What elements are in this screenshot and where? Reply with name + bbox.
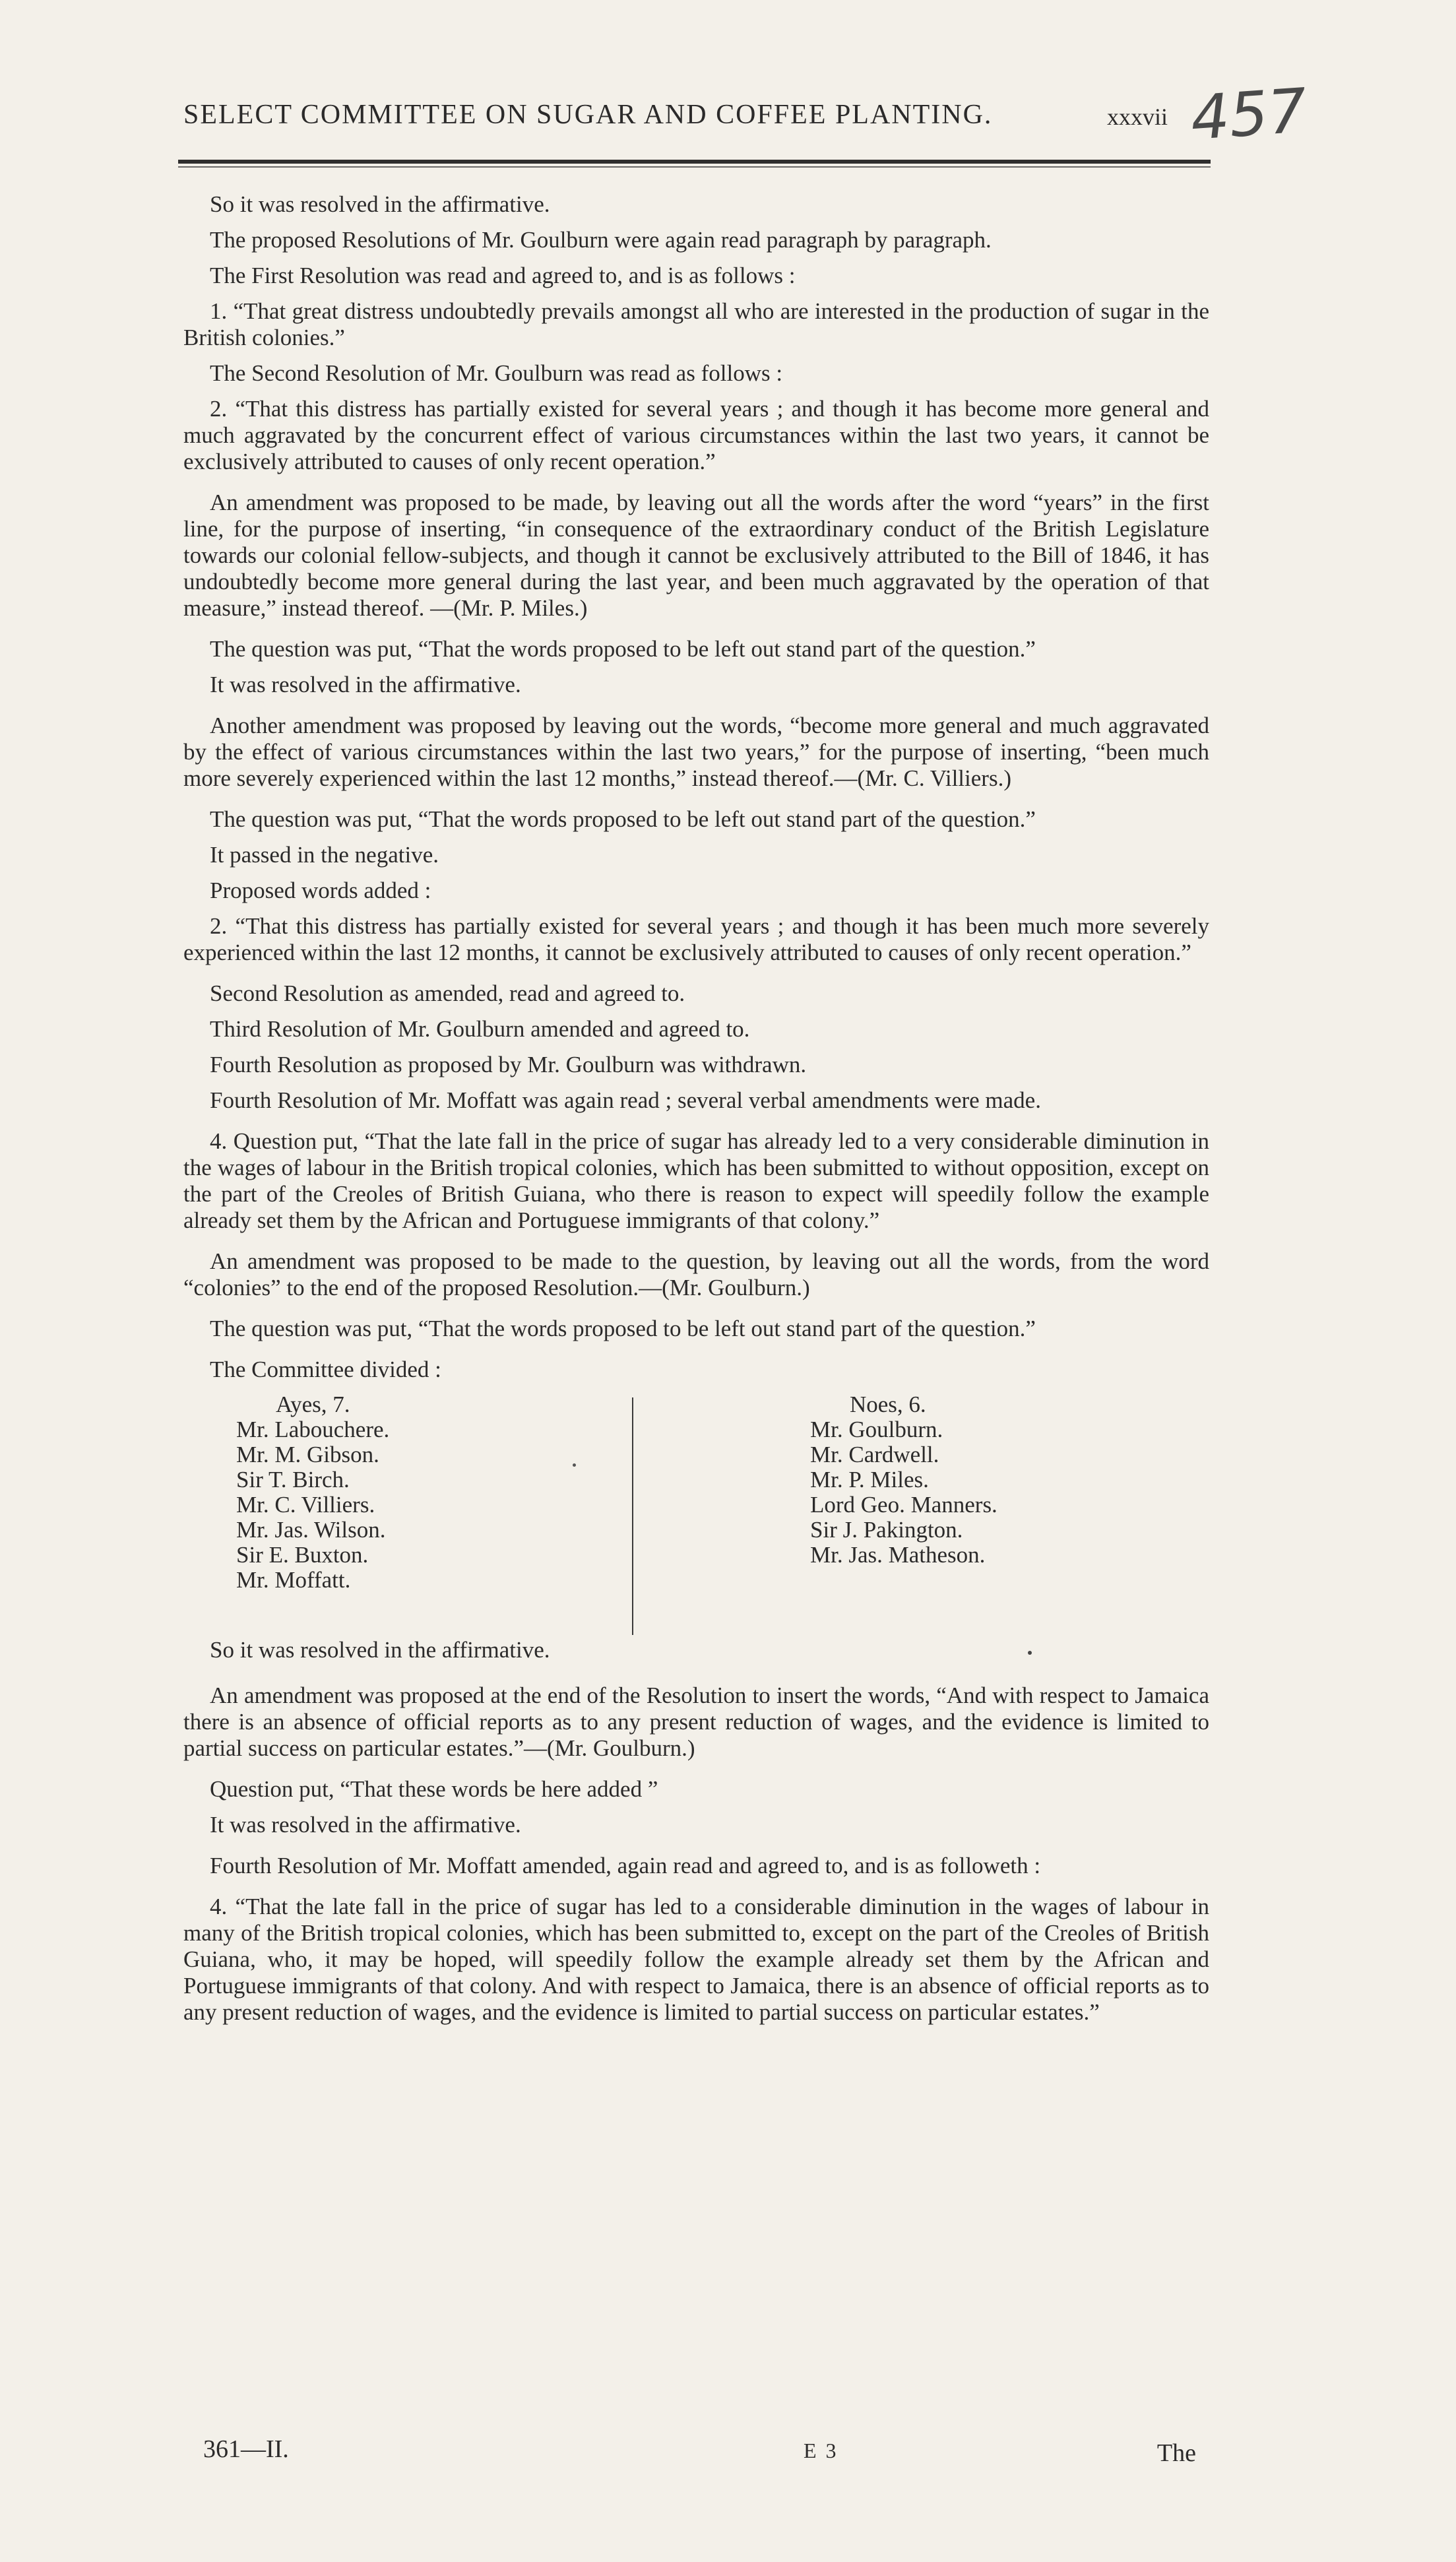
aye-member: Mr. Moffatt.	[236, 1567, 351, 1593]
catchword: The	[1156, 2439, 1196, 2467]
paragraph: 2. “That this distress has partially existed for several years ; and though it has been much more severely experienced within the last 12 months, it cannot be exclusively attributed to causes of only recent operation.”	[183, 913, 1209, 965]
division-result: So it was resolved in the affirmative.	[210, 1637, 550, 1663]
paragraph: It passed in the negative.	[210, 842, 439, 868]
ayes-heading: Ayes, 7.	[276, 1392, 350, 1417]
aye-member: Mr. M. Gibson.	[236, 1442, 379, 1467]
paragraph: 4. “That the late fall in the price of sugar has led to a considerable diminution in the wages of labour in many of the British tropical colonies, which has been submitted to, except on the part of the Creoles of British Guiana, who, it may be hoped, will speedily follow the example already set them by the African and Portuguese immigrants of that colony. And with respect to Jamaica, there is an absence of official reports as to any present reduction of wages, and the evidence is limited to partial success on particular estates.”	[183, 1894, 1209, 2025]
aye-member: Sir E. Buxton.	[236, 1542, 369, 1568]
paragraph: An amendment was proposed to be made, by leaving out all the words after the word “years” in the first line, for the purpose of inserting, “in consequence of the extraordinary conduct of the British Legislature towards our colonial fellow-subjects, and though it cannot be exclusively attributed to the Bill of 1846, it has undoubtedly become more general during the last year, and been much aggravated by the operation of that measure,” instead thereof. —(Mr. P. Miles.)	[183, 490, 1209, 621]
aye-member: Mr. Labouchere.	[236, 1417, 390, 1442]
signature-mark: E 3	[804, 2439, 839, 2462]
paragraph: Fourth Resolution of Mr. Moffatt was again read ; several verbal amendments were made.	[210, 1087, 1041, 1113]
paragraph: So it was resolved in the affirmative.	[210, 191, 550, 217]
aye-member: Mr. Jas. Wilson.	[236, 1517, 386, 1543]
running-header	[183, 99, 1213, 145]
header-page-number: xxxvii	[1107, 104, 1168, 130]
paragraph: It was resolved in the affirmative.	[210, 1812, 521, 1838]
paragraph: The Committee divided :	[210, 1357, 441, 1382]
paragraph: The First Resolution was read and agreed to, and is as follows :	[210, 263, 796, 288]
noes-list	[810, 1392, 1206, 1568]
paragraph: The question was put, “That the words proposed to be left out stand part of the question.”	[210, 636, 1036, 662]
paragraph: The question was put, “That the words proposed to be left out stand part of the question.”	[210, 806, 1036, 832]
ink-speck	[1028, 1651, 1032, 1655]
no-member: Mr. Jas. Matheson.	[810, 1542, 986, 1568]
division-divider	[632, 1397, 633, 1635]
page-footer	[183, 2435, 1209, 2474]
no-member: Mr. Goulburn.	[810, 1417, 943, 1442]
paragraph: The proposed Resolutions of Mr. Goulburn were again read paragraph by paragraph.	[210, 227, 992, 253]
header-rule	[178, 160, 1211, 164]
no-member: Sir J. Pakington.	[810, 1517, 963, 1543]
paragraph: The question was put, “That the words proposed to be left out stand part of the question.”	[210, 1316, 1036, 1341]
paragraph: It was resolved in the affirmative.	[210, 672, 521, 697]
paragraph: An amendment was proposed at the end of the Resolution to insert the words, “And with respect to Jamaica there is an absence of official reports as to any present reduction of wages, and the evidence is limited to partial success on particular estates.”—(Mr. Goulburn.)	[183, 1682, 1209, 1761]
paragraph: Proposed words added :	[210, 878, 431, 903]
ink-speck	[573, 1463, 576, 1467]
no-member: Mr. P. Miles.	[810, 1467, 929, 1492]
document-body	[183, 191, 1209, 2040]
paragraph: Question put, “That these words be here added ”	[210, 1776, 658, 1802]
paragraph: 4. Question put, “That the late fall in the price of sugar has already led to a very considerable diminution in the wages of labour in the British tropical colonies, which has been submitted to without opposition, except on the part of the Creoles of British Guiana, who there is reason to expect will speedily follow the example already set them by the African and Portuguese immigrants of that colony.”	[183, 1128, 1209, 1233]
aye-member: Mr. C. Villiers.	[236, 1492, 375, 1518]
paragraph: Another amendment was proposed by leaving out the words, “become more general and much aggravated by the effect of various circumstances within the last two years,” for the purpose of inserting, “been much more severely experienced within the last 12 months,” instead thereof.—(Mr. C. Villiers.)	[183, 713, 1209, 791]
paragraph: Third Resolution of Mr. Goulburn amended and agreed to.	[210, 1016, 750, 1042]
ayes-list	[236, 1392, 606, 1593]
aye-member: Sir T. Birch.	[236, 1467, 350, 1492]
footer-code: 361—II.	[203, 2435, 289, 2463]
handwritten-folio-number: 457	[1188, 75, 1310, 154]
paragraph: An amendment was proposed to be made to the question, by leaving out all the words, from the word “colonies” to the end of the proposed Resolution.—(Mr. Goulburn.)	[183, 1248, 1209, 1300]
paragraph: Fourth Resolution as proposed by Mr. Goulburn was withdrawn.	[210, 1052, 807, 1077]
header-rule-thin	[178, 166, 1211, 168]
no-member: Mr. Cardwell.	[810, 1442, 939, 1467]
paragraph: 2. “That this distress has partially existed for several years ; and though it has become more general and much aggravated by the concurrent effect of various circumstances within the last two years, it cannot be exclusively attributed to causes of only recent operation.”	[183, 396, 1209, 474]
no-member: Lord Geo. Manners.	[810, 1492, 997, 1518]
committee-division	[183, 1392, 1209, 1676]
header-title: SELECT COMMITTEE ON SUGAR AND COFFEE PLANTING.	[183, 100, 993, 130]
noes-heading: Noes, 6.	[850, 1392, 926, 1417]
paragraph: 1. “That great distress undoubtedly prevails amongst all who are interested in the production of sugar in the British colonies.”	[183, 298, 1209, 350]
paragraph: The Second Resolution of Mr. Goulburn was read as follows :	[210, 360, 783, 386]
paragraph: Fourth Resolution of Mr. Moffatt amended, again read and agreed to, and is as followeth :	[210, 1853, 1041, 1878]
paragraph: Second Resolution as amended, read and agreed to.	[210, 980, 685, 1006]
